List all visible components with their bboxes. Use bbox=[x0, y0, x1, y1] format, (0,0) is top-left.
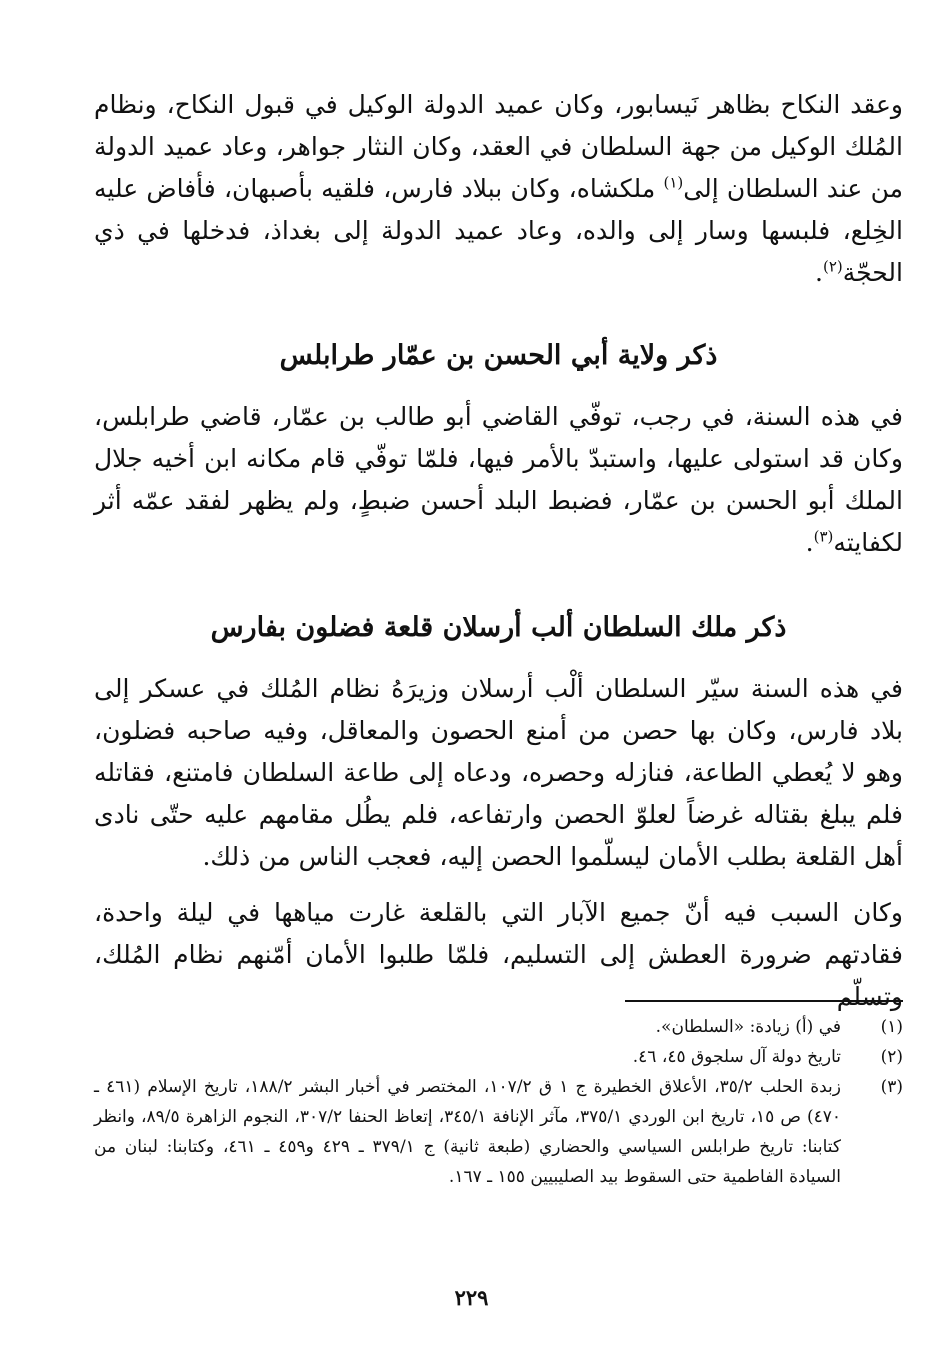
footnote-divider bbox=[625, 1000, 903, 1002]
footnote-text: في (أ) زيادة: «السلطان». bbox=[655, 1017, 841, 1037]
footnote-item bbox=[94, 1042, 903, 1072]
paragraph-text: ملكشاه، وكان ببلاد فارس، فلقيه بأصبهان، فأفاض عليه الخِلع، فلبسها وسار إلى والده، وعاد عميد الدولة إلى بغداذ، فدخلها في ذي الحجّة bbox=[94, 174, 903, 287]
footnote-number: (٣) bbox=[880, 1077, 903, 1097]
footnote-item bbox=[94, 1012, 903, 1042]
footnote-text: زبدة الحلب ٣٥/٢، الأعلاق الخطيرة ج ١ ق ١٠٧/٢، المختصر في أخبار البشر ١٨٨/٢، تاريخ الإسلام (٤٦١ ـ ٤٧٠) ص ١٥، تاريخ ابن الوردي ٣٧٥/١، مآثر الإنافة ٣٤٥/١، إتعاظ الحنفا ٣٠٧/٢، النجوم الزاهرة ٨٩/٥، وانظر كتابنا: تاريخ طرابلس السياسي والحضاري (طبعة ثانية) ج ٣٧٩/١ ـ ٤٢٩ و٤٥٩ ـ ٤٦١، وكتابنا: لبنان من السيادة الفاطمية حتى السقوط بيد الصليبيين ١٥٥ ـ ١٦٧. bbox=[94, 1077, 841, 1187]
footnote-ref-1: (١) bbox=[663, 173, 684, 192]
footnote-ref-3: (٣) bbox=[813, 527, 834, 546]
body-paragraph: وكان السبب فيه أنّ جميع الآبار التي بالقلعة غارت مياهها في ليلة واحدة، فقادتهم ضرورة العطش إلى التسليم، فلمّا طلبوا الأمان أمّنهم نظام المُلك، وتسلّم bbox=[94, 898, 903, 1011]
footnote-ref-2: (٢) bbox=[822, 257, 843, 276]
footnote-text: تاريخ دولة آل سلجوق ٤٥، ٤٦. bbox=[632, 1047, 841, 1067]
section-heading: ذكر ملك السلطان ألب أرسلان قلعة فضلون بفارس bbox=[210, 612, 787, 643]
section-heading: ذكر ولاية أبي الحسن بن عمّار طرابلس bbox=[279, 340, 718, 371]
footnotes bbox=[94, 1012, 903, 1192]
page-body bbox=[94, 84, 903, 1018]
footnote-number: (١) bbox=[880, 1017, 903, 1037]
paragraph-text: في هذه السنة، في رجب، توفّي القاضي أبو طالب بن عمّار، قاضي طرابلس، وكان قد استولى عليها، واستبدّ بالأمر فيها، فلمّا توفّي قام مكانه ابن أخيه جلال الملك أبو الحسن بن عمّار، فضبط البلد أحسن ضبطٍ، ولم يظهر لفقد عمّه أثر لكفايته bbox=[94, 402, 903, 557]
body-paragraph: في هذه السنة سيّر السلطان ألْب أرسلان وزيرَهُ نظام المُلك في عسكر إلى بلاد فارس، وكان بها حصن من أمنع الحصون والمعاقل، وفيه صاحبه فضلون، وهو لا يُعطي الطاعة، فنازله وحصره، ودعاه إلى طاعة السلطان فامتنع، فقاتله فلم يبلغ بقتاله غرضاً لعلوّ الحصن وارتفاعه، فلم يطُل مقامهم عليه حتّى نادى أهل القلعة بطلب الأمان ليسلّموا الحصن إليه، فعجب الناس من ذلك. bbox=[94, 674, 903, 871]
body-paragraph bbox=[94, 84, 903, 294]
paragraph-end: . bbox=[815, 258, 823, 287]
paragraph-end: . bbox=[805, 528, 814, 557]
body-paragraph bbox=[94, 396, 903, 564]
paragraph-text: وعقد النكاح بظاهر نَيسابور، وكان عميد الدولة الوكيل في قبول النكاح، ونظام المُلك الوكيل من جهة السلطان في العقد، وكان النثار جواهر، وعاد عميد الدولة من عند السلطان إلى bbox=[94, 90, 904, 203]
page-number: ٢٢٩ bbox=[454, 1285, 489, 1310]
footnote-item bbox=[94, 1072, 903, 1192]
footnote-number: (٢) bbox=[880, 1047, 903, 1067]
